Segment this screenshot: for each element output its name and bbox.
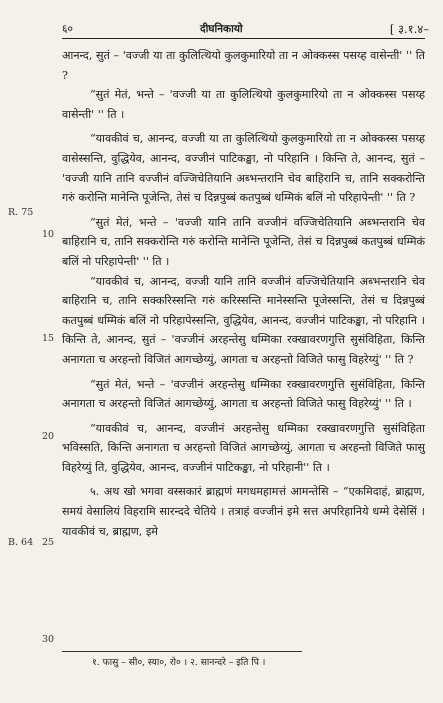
paragraph: ५. अथ खो भगवा वस्सकारं ब्राह्मणं मगधमहामत्तं आमन्तेसि – “एकमिदाहं, ब्राह्मण, समयं वेसालियं विहरामि सारन्ददे चेतिये । तत्राहं वज्जीनं इमे सत्त अपरिहानिये धम्मे देसेसिं । यावकीवं च, ब्राह्मण, इमे [62, 485, 425, 538]
line-number-15: 15 [42, 333, 55, 344]
footnotes: १. फासु – सी०, स्या०, रो० । २. सानन्दरे – इति पि । [92, 657, 266, 668]
line-number-20: 20 [42, 431, 55, 442]
paragraph: “सुतं मेतं, भन्ते – 'वज्जी यानि तानि वज्जीनं वज्जिचेतियानि अब्भन्तरानि चेव बाहिरानि च, तानि सक्करोन्ति गरुं करोन्ति मानेन्ति पूजेन्ति, तेसं च दिन्नपुब्बं कतपुब्बं धम्मिकं बलिं नो परिहापेन्ती' '' ति । [62, 215, 425, 268]
footnote-rule [62, 651, 302, 652]
paragraph: “सुतं मेतं, भन्ते – 'वज्जीनं अरहन्तेसु धम्मिका रक्खावरणगुत्ति सुसंविहिता, किन्ति अनागता च अरहन्तो विजितं आगच्छेय्युं, आगता च अरहन्तो विजिते फासु विहरेय्युं' '' ति । [62, 377, 425, 411]
paragraph: “यावकीवं च, आनन्द, वज्जीनं अरहन्तेसु धम्मिका रक्खावरणगुत्ति सुसंविहिता भविस्सति, किन्ति अनागता च अरहन्तो विजितं आगच्छेय्युं, आगता च अरहन्तो विजिते फासु विहरेय्युं ति, वुद्धियेव, आनन्द, वज्जीनं पाटिकङ्खा, नो परिहानी'' ति । [62, 421, 425, 474]
header-rule [62, 38, 425, 39]
line-number-25: 25 [42, 537, 55, 548]
paragraph: “यावकीवं च, आनन्द, वज्जी या ता कुलित्थियो कुलकुमारियो ता न ओक्कस्स पसय्ह वासेस्सन्ति, वुद्धियेव, आनन्द, वज्जीनं पाटिकङ्खा, नो परिहानि । किन्ति ते, आनन्द, सुतं – 'वज्जी यानि तानि वज्जीनं वज्जिचेतियानि अब्भन्तरानि चेव बाहिरानि च, तानि सक्करोन्ति गरुं करोन्ति मानेन्ति पूजेन्ति, तेसं च दिन्नपुब्बं कतपुब्बं धम्मिकं बलिं नो परिहापेन्ती' '' ति ? [62, 132, 425, 205]
paragraph: आनन्द, सुतं – 'वज्जी या ता कुलित्थियो कुलकुमारियो ता न ओक्कस्स पसय्ह वासेन्ती' '' ति ? [62, 49, 425, 82]
paragraph: “यावकीवं च, आनन्द, वज्जी यानि तानि वज्जीनं वज्जिचेतियानि अब्भन्तरानि चेव बाहिरानि च, तानि सक्करिस्सन्ति गरुं करिस्सन्ति मानेस्सन्ति पूजेस्सन्ति, तेसं च दिन्नपुब्बं कतपुब्बं धम्मिकं बलिं नो परिहापेस्सन्ति, वुद्धियेव, आनन्द, वज्जीनं पाटिकङ्खा, नो परिहानि । किन्ति ते, आनन्द, सुतं – 'वज्जीनं अरहन्तेसु धम्मिका रक्खावरणगुत्ति सुसंविहिता, किन्ति अनागता च अरहन्तो विजितं आगच्छेय्युं, आगता च अरहन्तो विजिते फासु विहरेय्युं' '' ति ? [62, 274, 425, 366]
line-number-30: 30 [42, 634, 55, 645]
section-reference: [ ३.१.४– [389, 22, 429, 36]
body-text [62, 46, 425, 541]
paragraph: “सुतं मेतं, भन्ते – 'वज्जी या ता कुलित्थियो कुलकुमारियो ता न ओक्कस्स पसय्ह वासेन्ती' '' ति । [62, 88, 425, 121]
running-title: दीघनिकायो [200, 23, 243, 35]
margin-ref-r75: R. 75 [8, 207, 34, 218]
page-number: ६० [62, 23, 73, 35]
margin-ref-b64: B. 64 [8, 537, 34, 548]
line-number-10: 10 [42, 229, 55, 240]
